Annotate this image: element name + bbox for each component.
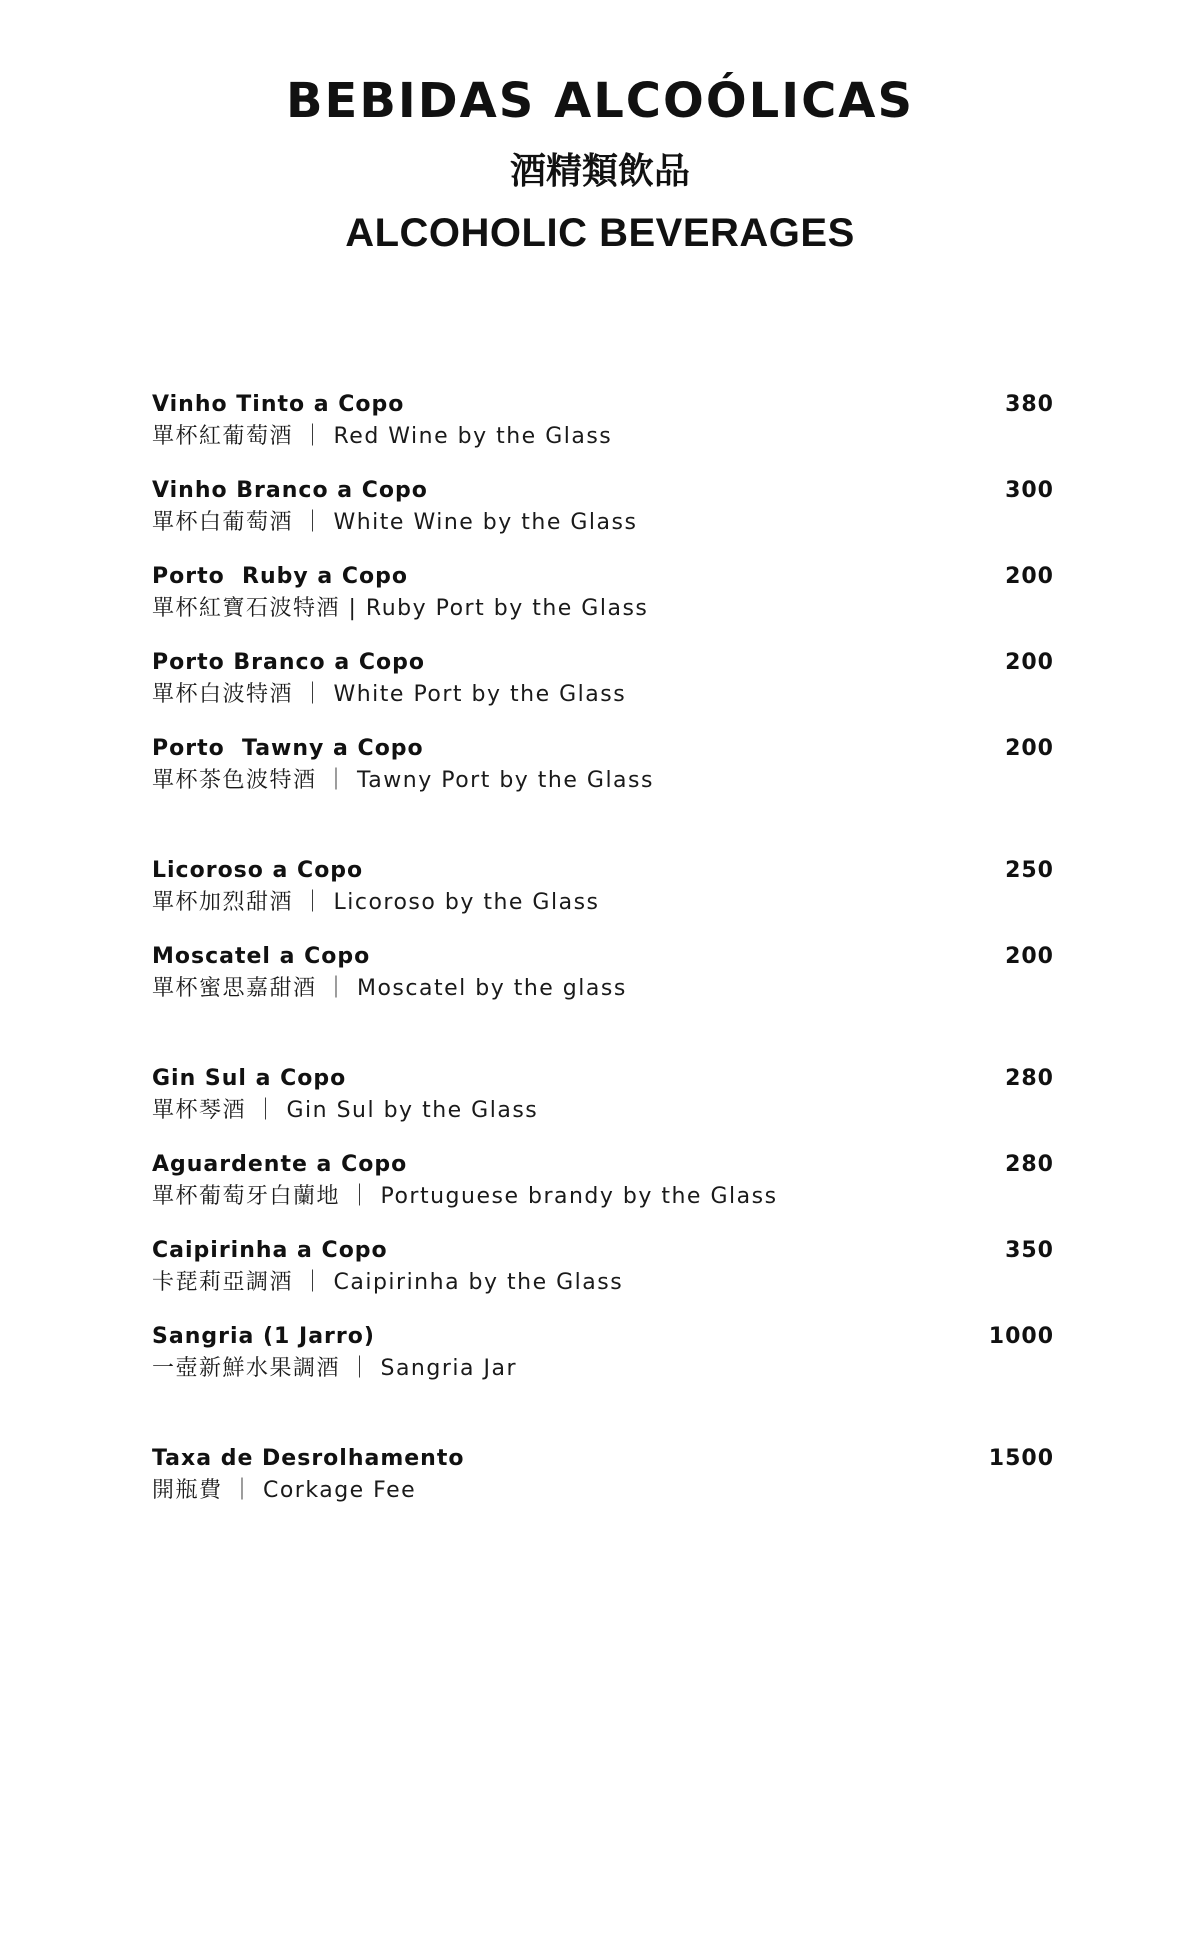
item-description: 單杯白波特酒 ｜ White Port by the Glass bbox=[152, 682, 627, 707]
menu-item bbox=[152, 734, 1054, 798]
menu-item bbox=[152, 476, 1054, 540]
item-description: 單杯紅葡萄酒 ｜ Red Wine by the Glass bbox=[152, 424, 613, 449]
item-description: 開瓶費 ｜ Corkage Fee bbox=[152, 1478, 417, 1503]
menu-header bbox=[0, 72, 1200, 258]
item-price: 250 bbox=[1005, 858, 1054, 883]
item-name: Porto Branco a Copo bbox=[152, 650, 425, 675]
item-description: 單杯蜜思嘉甜酒 ｜ Moscatel by the glass bbox=[152, 976, 627, 1001]
item-price: 280 bbox=[1005, 1152, 1054, 1177]
item-price: 380 bbox=[1005, 392, 1054, 417]
item-name: Sangria (1 Jarro) bbox=[152, 1324, 375, 1349]
item-description: 一壺新鮮水果調酒 ｜ Sangria Jar bbox=[152, 1356, 517, 1381]
title-chinese: 酒精類飲品 bbox=[509, 151, 690, 192]
menu-section-fees bbox=[152, 1444, 1054, 1508]
menu-item bbox=[152, 1236, 1054, 1300]
item-name: Vinho Tinto a Copo bbox=[152, 392, 405, 417]
menu-item bbox=[152, 942, 1054, 1006]
item-description: 單杯琴酒 ｜ Gin Sul by the Glass bbox=[152, 1098, 539, 1123]
menu-item bbox=[152, 1322, 1054, 1386]
item-description: 單杯茶色波特酒 ｜ Tawny Port by the Glass bbox=[152, 768, 654, 793]
item-description: 單杯加烈甜酒 ｜ Licoroso by the Glass bbox=[152, 890, 600, 915]
menu-item bbox=[152, 390, 1054, 454]
item-description: 單杯紅寶石波特酒 | Ruby Port by the Glass bbox=[152, 596, 649, 621]
item-description: 單杯葡萄牙白蘭地 ｜ Portuguese brandy by the Glass bbox=[152, 1184, 778, 1209]
item-price: 350 bbox=[1005, 1238, 1054, 1263]
item-price: 200 bbox=[1005, 564, 1054, 589]
item-price: 200 bbox=[1005, 650, 1054, 675]
item-name: Gin Sul a Copo bbox=[152, 1066, 347, 1091]
menu-item bbox=[152, 1064, 1054, 1128]
menu-item bbox=[152, 562, 1054, 626]
item-name: Moscatel a Copo bbox=[152, 944, 371, 969]
menu-item bbox=[152, 856, 1054, 920]
item-name: Taxa de Desrolhamento bbox=[152, 1446, 465, 1471]
item-name: Porto Tawny a Copo bbox=[152, 736, 424, 761]
menu-section-wines-ports bbox=[152, 390, 1054, 798]
item-name: Vinho Branco a Copo bbox=[152, 478, 428, 503]
menu-item bbox=[152, 1150, 1054, 1214]
item-price: 1000 bbox=[988, 1324, 1054, 1349]
item-price: 200 bbox=[1005, 944, 1054, 969]
item-name: Porto Ruby a Copo bbox=[152, 564, 409, 589]
item-description: 單杯白葡萄酒 ｜ White Wine by the Glass bbox=[152, 510, 638, 535]
item-price: 1500 bbox=[988, 1446, 1054, 1471]
item-name: Licoroso a Copo bbox=[152, 858, 364, 883]
item-price: 280 bbox=[1005, 1066, 1054, 1091]
item-price: 200 bbox=[1005, 736, 1054, 761]
item-price: 300 bbox=[1005, 478, 1054, 503]
title-english: ALCOHOLIC BEVERAGES bbox=[345, 211, 855, 255]
menu-section-dessert-wines bbox=[152, 856, 1054, 1006]
menu-section-spirits-cocktails bbox=[152, 1064, 1054, 1386]
item-name: Caipirinha a Copo bbox=[152, 1238, 388, 1263]
item-name: Aguardente a Copo bbox=[152, 1152, 408, 1177]
menu-item bbox=[152, 1444, 1054, 1508]
title-portuguese: BEBIDAS ALCOÓLICAS bbox=[285, 73, 915, 129]
menu-item bbox=[152, 648, 1054, 712]
menu-list bbox=[152, 390, 1054, 1566]
item-description: 卡琵莉亞調酒 ｜ Caipirinha by the Glass bbox=[152, 1270, 624, 1295]
